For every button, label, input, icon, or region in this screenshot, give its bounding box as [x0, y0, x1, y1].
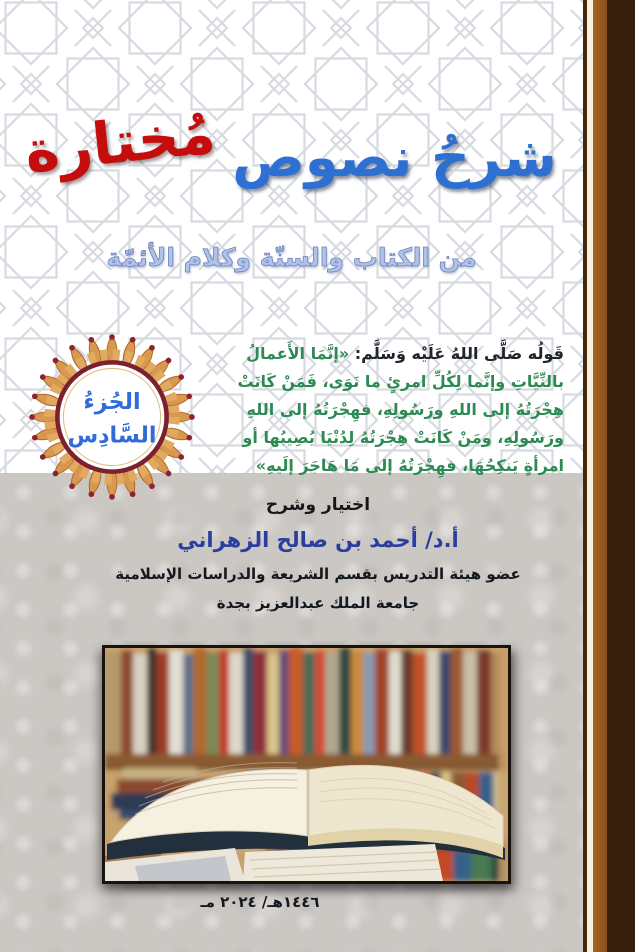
part-badge-ornament — [26, 331, 198, 503]
author-role: اختيار وشرح — [265, 495, 371, 515]
spine-stripe-dark-brown — [607, 0, 635, 952]
book-subtitle: من الكتاب والسنّة وكلام الأئمّة — [106, 243, 477, 272]
hadith-text: «إنَّمَا الأَعمالُ بالنِّيَّاتِ وإنَّما لِكُلِّ امرئٍ ما نَوَى، فَمَنْ كَانَتْ هِجْرَتُهُ إلى اللهِ ورَسُولِهِ، فهِجْرَتُهُ إلى اللهِ ورَسُولِهِ، ومَنْ كَانَتْ هِجْرَتُهُ لِدُنْيَا يُصِيبُها أو امرأةٍ يَنكِحُهَا، فهِجْرَتُهُ إلى مَا هَاجَرَ إلَيهِ» — [237, 344, 564, 475]
hadith-quote — [208, 340, 564, 480]
book-title-accent: مُختارة — [21, 98, 219, 186]
author-affiliation-department: عضو هيئة التدريس بقسم الشريعة والدراسات الإسلامية — [115, 565, 521, 583]
library-open-book-photo — [102, 645, 511, 884]
author-name: أ.د/ أحمد بن صالح الزهراني — [177, 528, 459, 552]
book-title — [0, 98, 583, 190]
spine-stripe-brown — [593, 0, 607, 952]
badge-inner-circle — [57, 362, 166, 471]
book-title-main: شرحُ نصوص — [232, 126, 557, 189]
part-badge-line2: السَّادِس — [67, 422, 157, 449]
hadith-intro: قَولُه صَلَّى اللهُ عَلَيْه وَسَلَّم: — [349, 344, 564, 363]
publication-date: ١٤٤٦هـ/ ٢٠٢٤ مـ — [200, 893, 320, 911]
author-section — [35, 495, 601, 612]
part-badge-line1: الجُزءُ — [83, 388, 141, 415]
author-affiliation-university: جامعة الملك عبدالعزيز بجدة — [216, 594, 420, 612]
